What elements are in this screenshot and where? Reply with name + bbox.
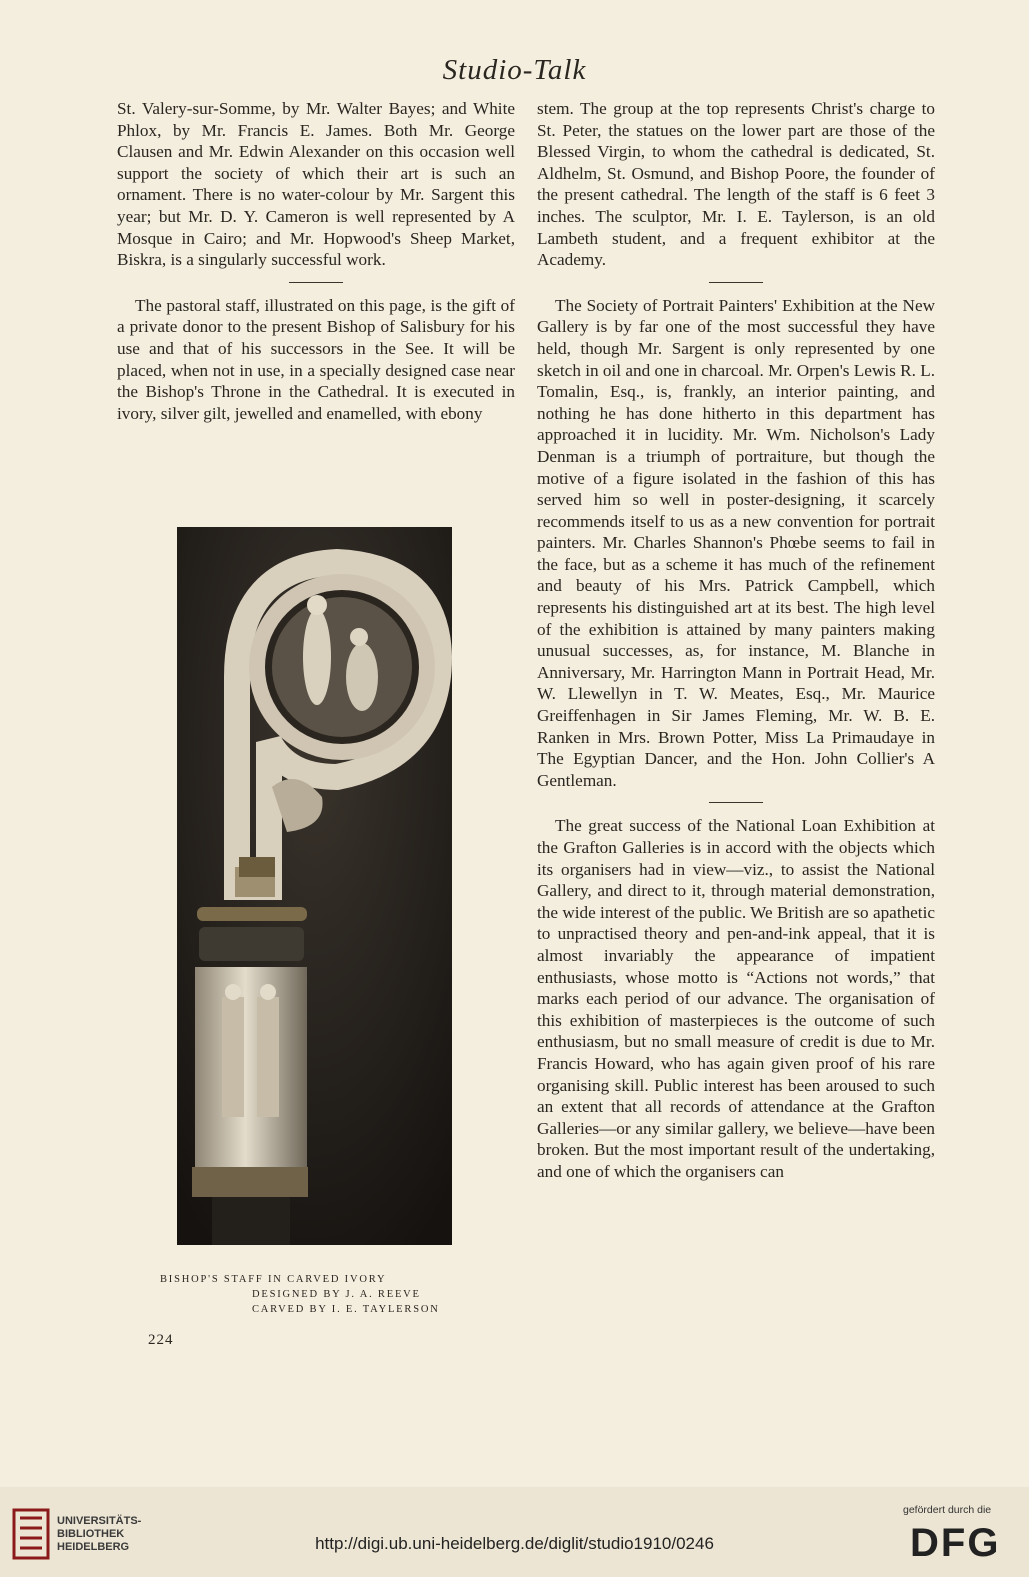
library-line-2: BIBLIOTHEK	[57, 1528, 125, 1540]
section-divider	[709, 282, 763, 283]
bishops-staff-photo	[177, 527, 452, 1245]
caption-carver: CARVED BY I. E. TAYLERSON	[252, 1304, 440, 1315]
paragraph-staff-description: stem. The group at the top represents Christ's charge to St. Peter, the statues on the lower part are those of the Blessed Virgin, to whom the cathedral is dedicated, St. Aldhelm, St. Osmund, and Bishop Poore, the founder of the present cathedral. The length of the staff is 6 feet 3 inches. The sculptor, Mr. I. E. Taylerson, is an old Lambeth student, and a frequent exhibitor at the Academy.	[537, 99, 935, 270]
funding-label: gefördert durch die	[903, 1504, 992, 1516]
caption-title: BISHOP'S STAFF IN CARVED IVORY	[160, 1274, 387, 1285]
library-line-3: HEIDELBERG	[57, 1541, 130, 1553]
paragraph-exhibition-list: St. Valery-sur-Somme, by Mr. Walter Bayes; and White Phlox, by Mr. Francis E. James. Both Mr. George Clausen and Mr. Edwin Alexander on this occasion well support the society of which their art is such an ornament. There is no water-colour by Mr. Sargent this year; but Mr. D. Y. Cameron is well represented by A Mosque in Cairo; and Mr. Hopwood's Sheep Market, Biskra, is a singularly successful work.	[117, 99, 515, 270]
page-number: 224	[148, 1332, 174, 1348]
crozier-illustration	[177, 527, 452, 1245]
paragraph-loan-exhibition: The great success of the National Loan Exhibition at the Grafton Galleries is in accord with the objects which its organisers had in view—viz., to assist the National Gallery, and direct to it, through material demonstration, the wide interest of the public. We British are so apathetic to unpractised theory and pen-and-ink appeal, that it is almost invariably the appearance of impatient enthusiasts, whose motto is “Actions not words,” that marks each period of our advance. The organisation of this exhibition of masterpieces is the outcome of such enthusiasm, but no small measure of credit is due to Mr. Francis Howard, who has again given proof of his rare organising skill. Public interest has been aroused to such an extent that all records of attendance at the Grafton Galleries—or any similar gallery, we believe—have been broken. But the most important result of the undertaking, and one of which the organisers can	[537, 816, 935, 1181]
caption-designer: DESIGNED BY J. A. REEVE	[252, 1289, 421, 1300]
section-divider	[709, 802, 763, 803]
running-header: Studio-Talk	[442, 54, 587, 86]
left-column	[117, 98, 515, 424]
right-column	[537, 98, 935, 1183]
paragraph-pastoral-staff: The pastoral staff, illustrated on this page, is the gift of a private donor to the present Bishop of Salisbury for his use and that of his successors in the See. It will be placed, when not in use, in a specially designed case near the Bishop's Throne in the Cathedral. It is executed in ivory, silver gilt, jewelled and enamelled, with ebony	[117, 295, 515, 423]
paragraph-portrait-painters: The Society of Portrait Painters' Exhibition at the New Gallery is by far one of the most successful they have held, though Mr. Sargent is only represented by one sketch in oil and one in charcoal. Mr. Orpen's Lewis R. L. Tomalin, Esq., is, frankly, an interior painting, and nothing he has done hitherto in this department has approached it in lucidity. Mr. Wm. Nicholson's Lady Denman is a triumph of portraiture, but though the motive of a figure isolated in the fashion of this has served him so well in poster-designing, it scarcely recommends itself to us as a new convention for portrait painters. Mr. Charles Shannon's Phœbe seems to fail in the face, but as a scheme it has much of the refinement and beauty of his Mrs. Patrick Campbell, which represents his distinguished art at its best. The high level of the exhibition is attained by many painters making unusual successes, as, for instance, M. Blanche in Anniversary, Mr. Harrington Mann in Portrait Head, Mr. W. Llewellyn in T. W. Meates, Esq., Mr. Maurice Greiffenhagen in Sir James Fleming, Mr. W. B. E. Ranken in Mrs. Brown Potter, Miss La Primaudaye in The Egyptian Dancer, and the Hon. John Collier's A Gentleman.	[537, 295, 935, 790]
dfg-logo[interactable]: DFG	[910, 1521, 1001, 1565]
section-divider	[289, 282, 343, 283]
footer-bar	[0, 1487, 1029, 1577]
library-line-1: UNIVERSITÄTS-	[57, 1515, 142, 1527]
figure-caption	[160, 1272, 460, 1317]
permalink-url[interactable]: http://digi.ub.uni-heidelberg.de/diglit/studio1910/0246	[315, 1534, 714, 1553]
